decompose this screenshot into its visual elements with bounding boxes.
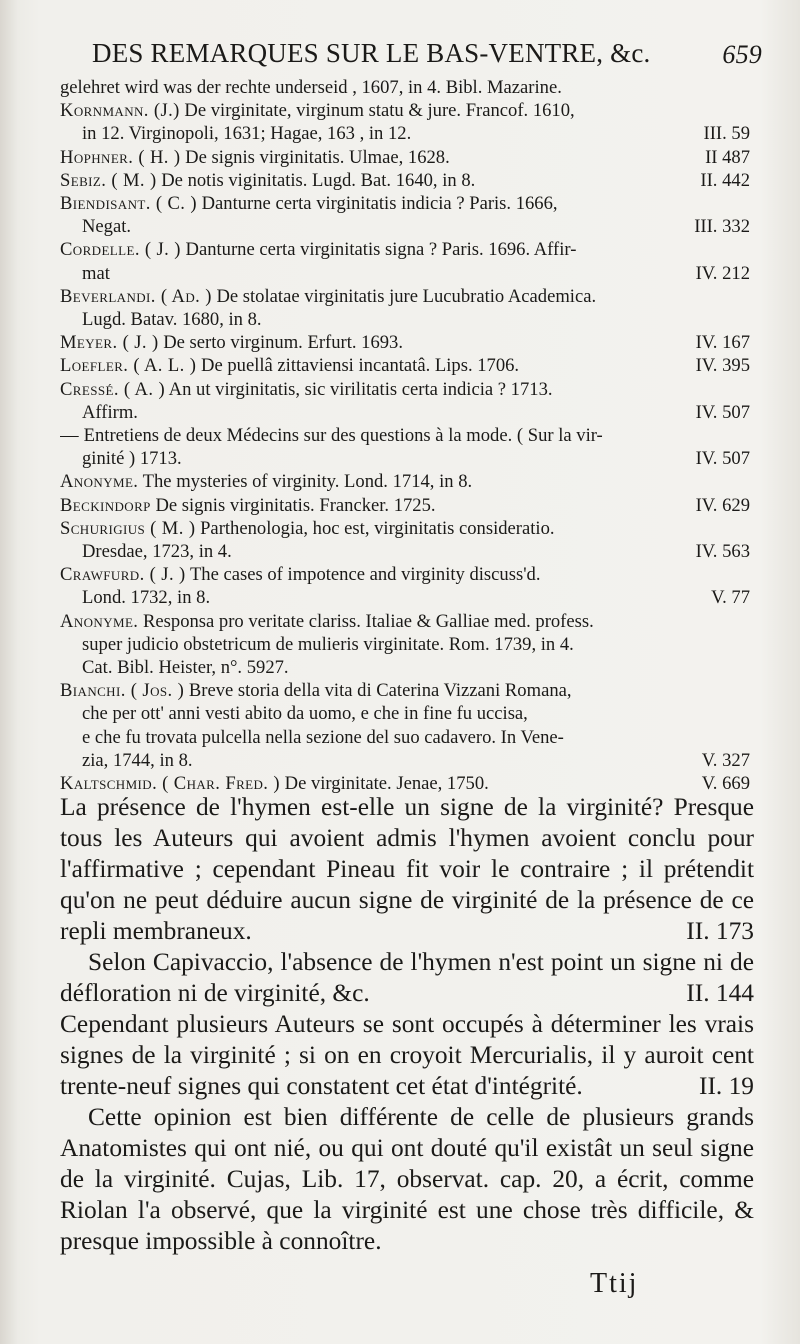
entry-text: Danturne certa virginitatis signa ? Paris. 1696. Affir- (185, 239, 577, 261)
entry-author: Crawfurd. ( J. ) (60, 564, 186, 586)
entry-line (60, 378, 750, 401)
entry-text: De notis viginitatis. Lugd. Bat. 1640, in 8. (161, 169, 476, 191)
bibliography-entry (60, 610, 750, 680)
entry-line (60, 215, 750, 238)
entry-author: Anonyme. (60, 610, 139, 632)
entry-text: super judicio obstetricum de mulieris virginitate. Rom. 1739, in 4. (82, 633, 574, 655)
entry-line (60, 540, 750, 563)
entry-text: Entretiens de deux Médecins sur des questions à la mode. ( Sur la vir- (83, 425, 603, 447)
entry-text: De virginitate. Jenae, 1750. (284, 773, 489, 795)
bibliography-entry (60, 494, 750, 517)
entry-author: Bianchi. ( Jos. ) (60, 680, 185, 702)
paragraph-text: La présence de l'hymen est-elle un signe de la virginité? Presque tous les Auteurs qui avoient admis l'hymen avoient conclu pour l'affirmative ; cependant Pineau fit voir le contraire ; il prétendit qu'on ne peut déduire aucun signe de virginité de la présence de ce repli membraneux. (60, 793, 754, 945)
entry-text: che per ott' anni vesti abito da uomo, e che in fine fu uccisa, (82, 703, 528, 725)
entry-line (60, 146, 750, 169)
signature-mark: Ttij (590, 1268, 639, 1299)
entry-text: Lugd. Batav. 1680, in 8. (82, 309, 262, 331)
header-title: DES REMARQUES SUR LE BAS-VENTRE, &c. (92, 38, 651, 68)
entry-author: Beckindorp (60, 494, 151, 516)
bibliography-entry (60, 99, 750, 145)
entry-line (60, 262, 750, 285)
entry-line (60, 122, 750, 145)
entry-text: Breve storia della vita di Caterina Vizzani Romana, (188, 680, 572, 702)
entry-line (60, 610, 750, 633)
entry-line (60, 424, 750, 447)
entry-line (60, 586, 750, 609)
entry-line (60, 679, 750, 702)
body-text (60, 792, 754, 1257)
paragraph-reference: II. 173 (686, 917, 754, 945)
entry-reference: IV. 212 (695, 262, 750, 284)
entry-author: Loefler. ( A. L. ) (60, 355, 197, 377)
entry-text: De virginitate, virginum statu & jure. Francof. 1610, (184, 100, 575, 122)
entry-author: Biendisant. ( C. ) (60, 193, 197, 215)
entry-reference: III. 59 (703, 123, 750, 145)
entry-line (60, 726, 750, 749)
entry-author: Kornmann. (J.) (60, 100, 180, 122)
entry-line (60, 517, 750, 540)
entry-line (60, 99, 750, 122)
bibliography-entry (60, 331, 750, 354)
bibliography-entry (60, 378, 750, 424)
bibliography-entry (60, 354, 750, 377)
entry-line (60, 76, 750, 99)
entry-line (60, 401, 750, 424)
running-header (92, 38, 762, 78)
entry-text: Responsa pro veritate clariss. Italiae & Galliae med. profess. (143, 610, 594, 632)
entry-author: — (60, 425, 79, 447)
paragraph (60, 947, 754, 1009)
entry-text: Parthenologia, hoc est, virginitatis consideratio. (200, 517, 555, 539)
entry-line (60, 749, 750, 772)
entry-text: ginité ) 1713. (82, 448, 182, 470)
entry-line (60, 238, 750, 261)
entry-author: Kaltschmid. ( Char. Fred. ) (60, 773, 280, 795)
entry-line (60, 656, 750, 679)
entry-reference: II. 442 (700, 169, 750, 191)
entry-reference: IV. 167 (695, 332, 750, 354)
entry-line (60, 192, 750, 215)
paragraph-text: Selon Capivaccio, l'absence de l'hymen n'est point un signe ni de défloration ni de virginité, &c. (60, 948, 754, 1007)
bibliography-entry (60, 238, 750, 284)
entry-text: An ut virginitatis, sic virilitatis certa indicia ? 1713. (168, 378, 553, 400)
entry-text: Cat. Bibl. Heister, n°. 5927. (82, 657, 289, 679)
entry-reference: IV. 629 (695, 494, 750, 516)
entry-text: Negat. (82, 216, 132, 238)
paragraph-text: Cette opinion est bien différente de celle de plusieurs grands Anatomistes qui ont nié, ou qui ont douté qu'il existât un seul signe de la virginité. Cujas, Lib. 17, observat. cap. 20, a écrit, comme Riolan l'a observé, que la virginité est une chose très difficile, & presque impossible à connoître. (60, 1103, 754, 1255)
entry-author: Sebiz. ( M. ) (60, 169, 157, 191)
entry-text: gelehret wird was der rechte underseid , 1607, in 4. Bibl. Mazarine. (60, 77, 562, 98)
paragraph-reference: II. 19 (699, 1072, 754, 1100)
entry-line (60, 563, 750, 586)
entry-text: The mysteries of virginity. Lond. 1714, in 8. (142, 471, 473, 493)
entry-text: The cases of impotence and virginity discuss'd. (189, 564, 541, 586)
entry-text: De signis virginitatis. Ulmae, 1628. (185, 146, 450, 168)
entry-text: zia, 1744, in 8. (82, 749, 193, 771)
page-number: 659 (722, 40, 762, 69)
bibliography-entry (60, 517, 750, 563)
entry-reference: II 487 (705, 146, 750, 168)
entry-author: Cressé. ( A. ) (60, 378, 166, 400)
entry-line (60, 633, 750, 656)
paragraph (60, 792, 754, 947)
entry-text: Danturne certa virginitatis indicia ? Paris. 1666, (201, 193, 558, 215)
entry-reference: V. 77 (711, 587, 750, 609)
entry-line (60, 354, 750, 377)
entry-line (60, 308, 750, 331)
bibliography-entry (60, 470, 750, 493)
entry-reference: III. 332 (694, 216, 750, 238)
entry-text: Dresdae, 1723, in 4. (82, 541, 232, 563)
entry-reference: IV. 507 (695, 448, 750, 470)
entry-reference: IV. 563 (695, 541, 750, 563)
bibliography-entry (60, 146, 750, 169)
entry-text: De stolatae virginitatis jure Lucubratio Academica. (216, 285, 597, 307)
entry-line (60, 494, 750, 517)
entry-author: Beverlandi. ( Ad. ) (60, 285, 212, 307)
entry-author: Cordelle. ( J. ) (60, 239, 181, 261)
entry-line (60, 470, 750, 493)
entry-author: Schurigius ( M. ) (60, 517, 196, 539)
entry-reference: IV. 395 (695, 355, 750, 377)
entry-text: mat (82, 262, 110, 284)
entry-reference: V. 327 (701, 749, 750, 771)
bibliography-list (60, 76, 750, 795)
bibliography-entry (60, 424, 750, 470)
entry-text: Affirm. (82, 401, 138, 423)
entry-text: De signis virginitatis. Francker. 1725. (155, 494, 436, 516)
entry-author: Meyer. ( J. ) (60, 332, 159, 354)
entry-reference: IV. 507 (695, 401, 750, 423)
paragraph (60, 1009, 754, 1102)
entry-reference: V. 669 (701, 773, 750, 795)
entry-text: Lond. 1732, in 8. (82, 587, 211, 609)
entry-line (60, 447, 750, 470)
bibliography-entry (60, 76, 750, 99)
bibliography-entry (60, 192, 750, 238)
entry-text: De puellâ zittaviensi incantatâ. Lips. 1706. (201, 355, 520, 377)
bibliography-entry (60, 285, 750, 331)
paragraph (60, 1102, 754, 1257)
bibliography-entry (60, 169, 750, 192)
entry-line (60, 169, 750, 192)
entry-text: in 12. Virginopoli, 1631; Hagae, 163 , in 12. (82, 123, 412, 145)
entry-line (60, 285, 750, 308)
entry-text: e che fu trovata pulcella nella sezione del suo cadavero. In Vene- (82, 726, 564, 748)
entry-author: Anonyme. (60, 471, 139, 493)
entry-line (60, 702, 750, 725)
paragraph-reference: II. 144 (686, 979, 754, 1007)
entry-line (60, 331, 750, 354)
paragraph-text: Cependant plusieurs Auteurs se sont occupés à déterminer les vrais signes de la virginité ; si on en croyoit Mercurialis, il y auroit cent trente-neuf signes qui constatent cet état d'intégrité. (60, 1010, 754, 1100)
entry-author: Hophner. ( H. ) (60, 146, 181, 168)
bibliography-entry (60, 563, 750, 609)
entry-text: De serto virginum. Erfurt. 1693. (163, 332, 403, 354)
bibliography-entry (60, 679, 750, 772)
